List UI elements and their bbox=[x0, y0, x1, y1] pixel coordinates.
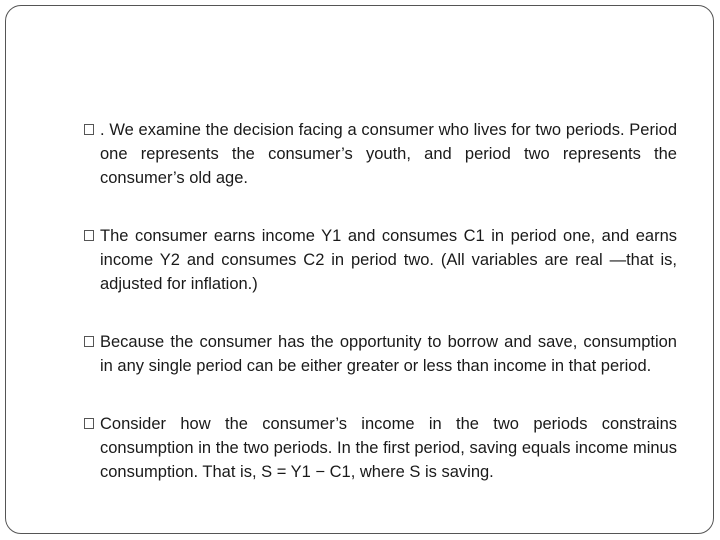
bullet-text: The consumer earns income Y1 and consumes C1 in period one, and earns income Y2 and consumes C2 in period two. (All variables are real —that is, adjusted for inflation.) bbox=[100, 227, 677, 293]
bullet-item-borrowing bbox=[84, 330, 677, 378]
bullet-text: . We examine the decision facing a consumer who lives for two periods. Period one represents the consumer’s youth, and period two represents the consumer’s old age. bbox=[100, 121, 677, 187]
bullet-text: Because the consumer has the opportunity to borrow and save, consumption in any single period can be either greater or less than income in that period. bbox=[100, 333, 677, 375]
bullet-box-icon bbox=[84, 418, 94, 429]
bullet-item-income bbox=[84, 224, 677, 296]
bullet-text: Consider how the consumer’s income in the two periods constrains consumption in the two periods. In the first period, saving equals income minus consumption. That is, S = Y1 − C1, where S is saving. bbox=[100, 415, 677, 481]
bullet-item-intro bbox=[84, 118, 677, 190]
bullet-box-icon bbox=[84, 124, 94, 135]
bullet-box-icon bbox=[84, 336, 94, 347]
bullet-box-icon bbox=[84, 230, 94, 241]
bullet-item-saving bbox=[84, 412, 677, 484]
bullet-list bbox=[84, 118, 677, 484]
